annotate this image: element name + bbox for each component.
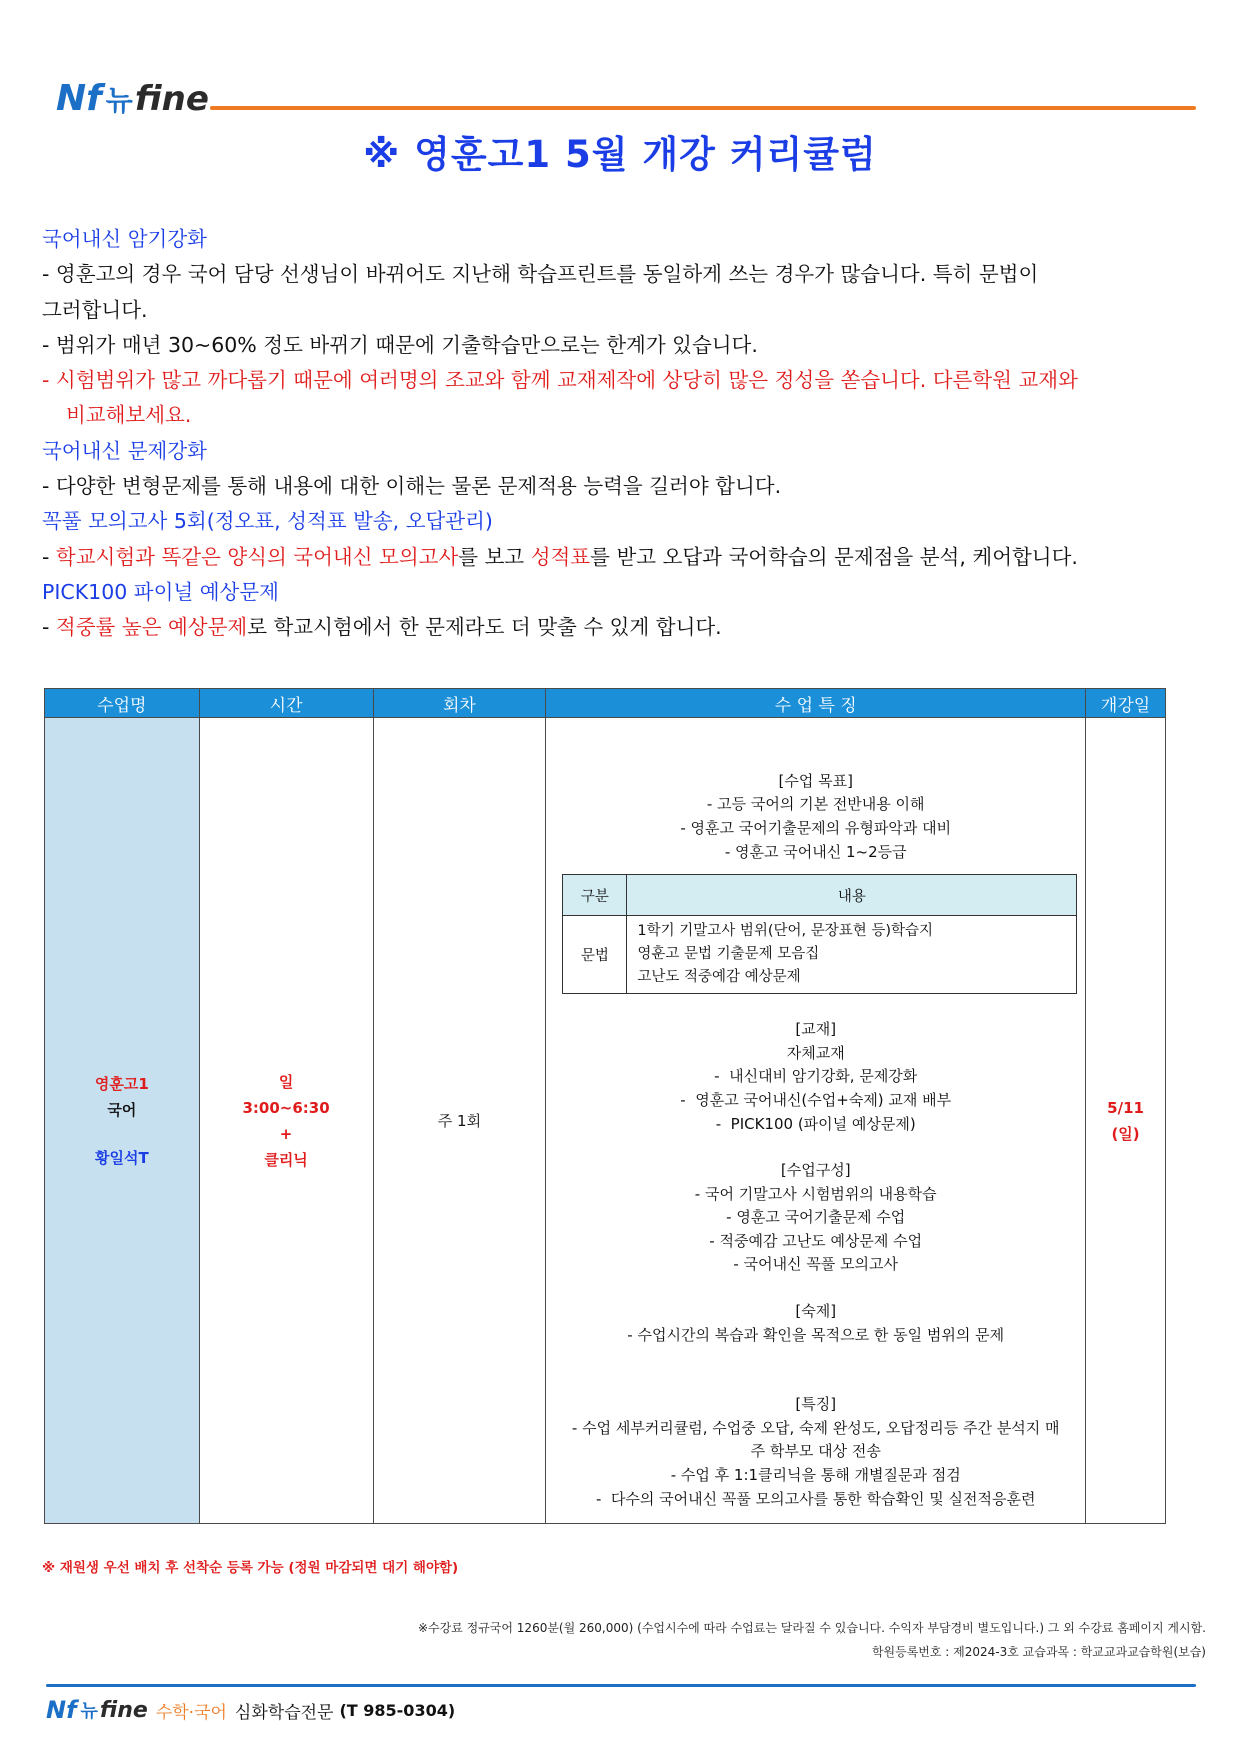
- open-date-cell: [1086, 718, 1166, 1524]
- list-item: 영훈고 문법 기출문제 모음집: [637, 946, 820, 963]
- footer-description: 심화학습전문: [234, 1702, 334, 1723]
- list-item: - 수업 세부커리큘럼, 수업중 오답, 숙제 완성도, 오답정리등 주간 분석지 매: [571, 1418, 1060, 1437]
- grammar-table: [562, 874, 1077, 994]
- fee-line: ※수강료 정규국어 1260분(월 260,000) (수업시수에 따라 수업료는 달라질 수 있습니다. 수익자 부담경비 별도입니다.) 그 외 수강료 홈페이지 게시함.: [417, 1621, 1206, 1635]
- table-header-row: [45, 689, 1166, 718]
- intro-section: [42, 222, 1202, 646]
- book-subtitle: 자체교재: [786, 1043, 845, 1062]
- bottom-divider: [46, 1684, 1196, 1687]
- special-title: [특징]: [795, 1395, 837, 1414]
- top-logo: [56, 78, 209, 119]
- enrollment-notice: ※ 재원생 우선 배치 후 선착순 등록 가능 (정원 마감되면 대기 해야함): [42, 1560, 459, 1576]
- header-open-date: 개강일: [1086, 689, 1166, 718]
- intro-line: - 범위가 매년 30~60% 정도 바뀌기 때문에 기출학습만으로는 한계가 있습니다.: [42, 332, 758, 357]
- header-round: 회차: [373, 689, 546, 718]
- composition-title: [수업구성]: [780, 1161, 851, 1180]
- class-features-cell: [546, 718, 1086, 1524]
- time-clinic: 클리닉: [264, 1150, 308, 1169]
- intro-heading-pick100: PICK100 파이널 예상문제: [42, 579, 279, 604]
- inner-content: [627, 916, 1077, 994]
- footer-logo-mark: Nf: [46, 1696, 77, 1724]
- top-divider: [210, 106, 1196, 110]
- book-title: [교재]: [795, 1020, 837, 1039]
- list-item: - 내신대비 암기강화, 문제강화: [714, 1067, 918, 1086]
- homework-title: [숙제]: [795, 1302, 837, 1321]
- header-class-name: 수업명: [45, 689, 200, 718]
- goal-title: [수업 목표]: [778, 771, 853, 790]
- footer-phone: (T 985-0304): [339, 1700, 456, 1720]
- list-item: - 수업시간의 복습과 확인을 목적으로 한 동일 범위의 문제: [627, 1325, 1005, 1344]
- class-teacher: 황일석T: [94, 1148, 149, 1167]
- time-day: 일: [278, 1072, 294, 1091]
- list-item: - 적중예감 고난도 예상문제 수업: [709, 1231, 923, 1250]
- logo-mark: Nf: [56, 78, 102, 119]
- list-item: 주 학부모 대상 전송: [750, 1442, 881, 1461]
- intro-line: 비교해보세요.: [66, 403, 192, 428]
- open-day: (일): [1111, 1124, 1140, 1143]
- intro-line: - 영훈고의 경우 국어 담당 선생님이 바뀌어도 지난해 학습프린트를 동일하게 쓰는 경우가 많습니다. 특히 문법이: [42, 262, 1039, 287]
- intro-line: 그러합니다.: [42, 297, 148, 322]
- open-date: 5/11: [1107, 1098, 1144, 1117]
- page-title: ※ 영훈고1 5월 개강 커리큘럼: [363, 133, 877, 176]
- list-item: - 영훈고 국어기출문제의 유형파악과 대비: [680, 818, 952, 837]
- footer-logo-nyu: 뉴: [80, 1701, 98, 1722]
- logo-fine: fine: [134, 78, 209, 119]
- intro-line: - 시험범위가 많고 까다롭기 때문에 여러명의 조교와 함께 교재제작에 상당히 많은 정성을 쏟습니다. 다른학원 교재와: [42, 368, 1078, 393]
- curriculum-table: [44, 688, 1166, 1524]
- header-features: 수 업 특 징: [546, 689, 1086, 718]
- class-round-cell: 주 1회: [373, 718, 546, 1524]
- inner-category: 문법: [563, 916, 627, 994]
- list-item: - 수업 후 1:1클리닉을 통해 개별질문과 점검: [670, 1466, 961, 1485]
- intro-line: - 학교시험과 똑같은 양식의 국어내신 모의고사를 보고 성적표를 받고 오답과 국어학습의 문제점을 분석, 케어합니다.: [42, 544, 1078, 569]
- list-item: - PICK100 (파이널 예상문제): [715, 1114, 916, 1133]
- class-name-cell: [45, 718, 200, 1524]
- class-time-cell: [199, 718, 373, 1524]
- footer-logo-fine: fine: [99, 1697, 148, 1723]
- list-item: 1학기 기말고사 범위(단어, 문장표현 등)학습지: [637, 923, 934, 940]
- intro-line: - 적중률 높은 예상문제로 학교시험에서 한 문제라도 더 맞출 수 있게 합니다.: [42, 615, 722, 640]
- intro-heading-mock: 꼭풀 모의고사 5회(정오표, 성적표 발송, 오답관리): [42, 509, 493, 534]
- list-item: - 국어 기말고사 시험범위의 내용학습: [694, 1184, 937, 1203]
- list-item: - 국어내신 꼭풀 모의고사: [733, 1255, 899, 1274]
- footer-subjects: 수학·국어: [155, 1702, 227, 1723]
- logo-nyu: 뉴: [105, 83, 133, 117]
- intro-heading-memorize: 국어내신 암기강화: [42, 227, 207, 251]
- header-time: 시간: [199, 689, 373, 718]
- list-item: - 고등 국어의 기본 전반내용 이해: [706, 795, 925, 814]
- footer: [46, 1696, 455, 1724]
- list-item: - 영훈고 국어기출문제 수업: [726, 1208, 906, 1227]
- inner-header-category: 구분: [563, 875, 627, 916]
- fee-info: [418, 1616, 1206, 1664]
- inner-header-content: 내용: [627, 875, 1077, 916]
- registration-line: 학원등록번호 : 제2024-3호 교습과목 : 학교교과교습학원(보습): [871, 1645, 1206, 1659]
- time-plus: +: [279, 1124, 293, 1143]
- intro-line: - 다양한 변형문제를 통해 내용에 대한 이해는 물론 문제적용 능력을 길러야 합니다.: [42, 474, 782, 499]
- list-item: 고난도 적중예감 예상문제: [637, 969, 801, 986]
- list-item: - 다수의 국어내신 꼭풀 모의고사를 통한 학습확인 및 실전적응훈련: [595, 1489, 1036, 1508]
- intro-heading-problem: 국어내신 문제강화: [42, 438, 207, 463]
- list-item: - 영훈고 국어내신 1~2등급: [724, 842, 907, 861]
- class-subject: 국어: [107, 1100, 137, 1119]
- time-range: 3:00~6:30: [242, 1098, 330, 1117]
- list-item: - 영훈고 국어내신(수업+숙제) 교재 배부: [680, 1090, 952, 1109]
- table-row: [45, 718, 1166, 1524]
- class-school: 영훈고1: [94, 1074, 149, 1093]
